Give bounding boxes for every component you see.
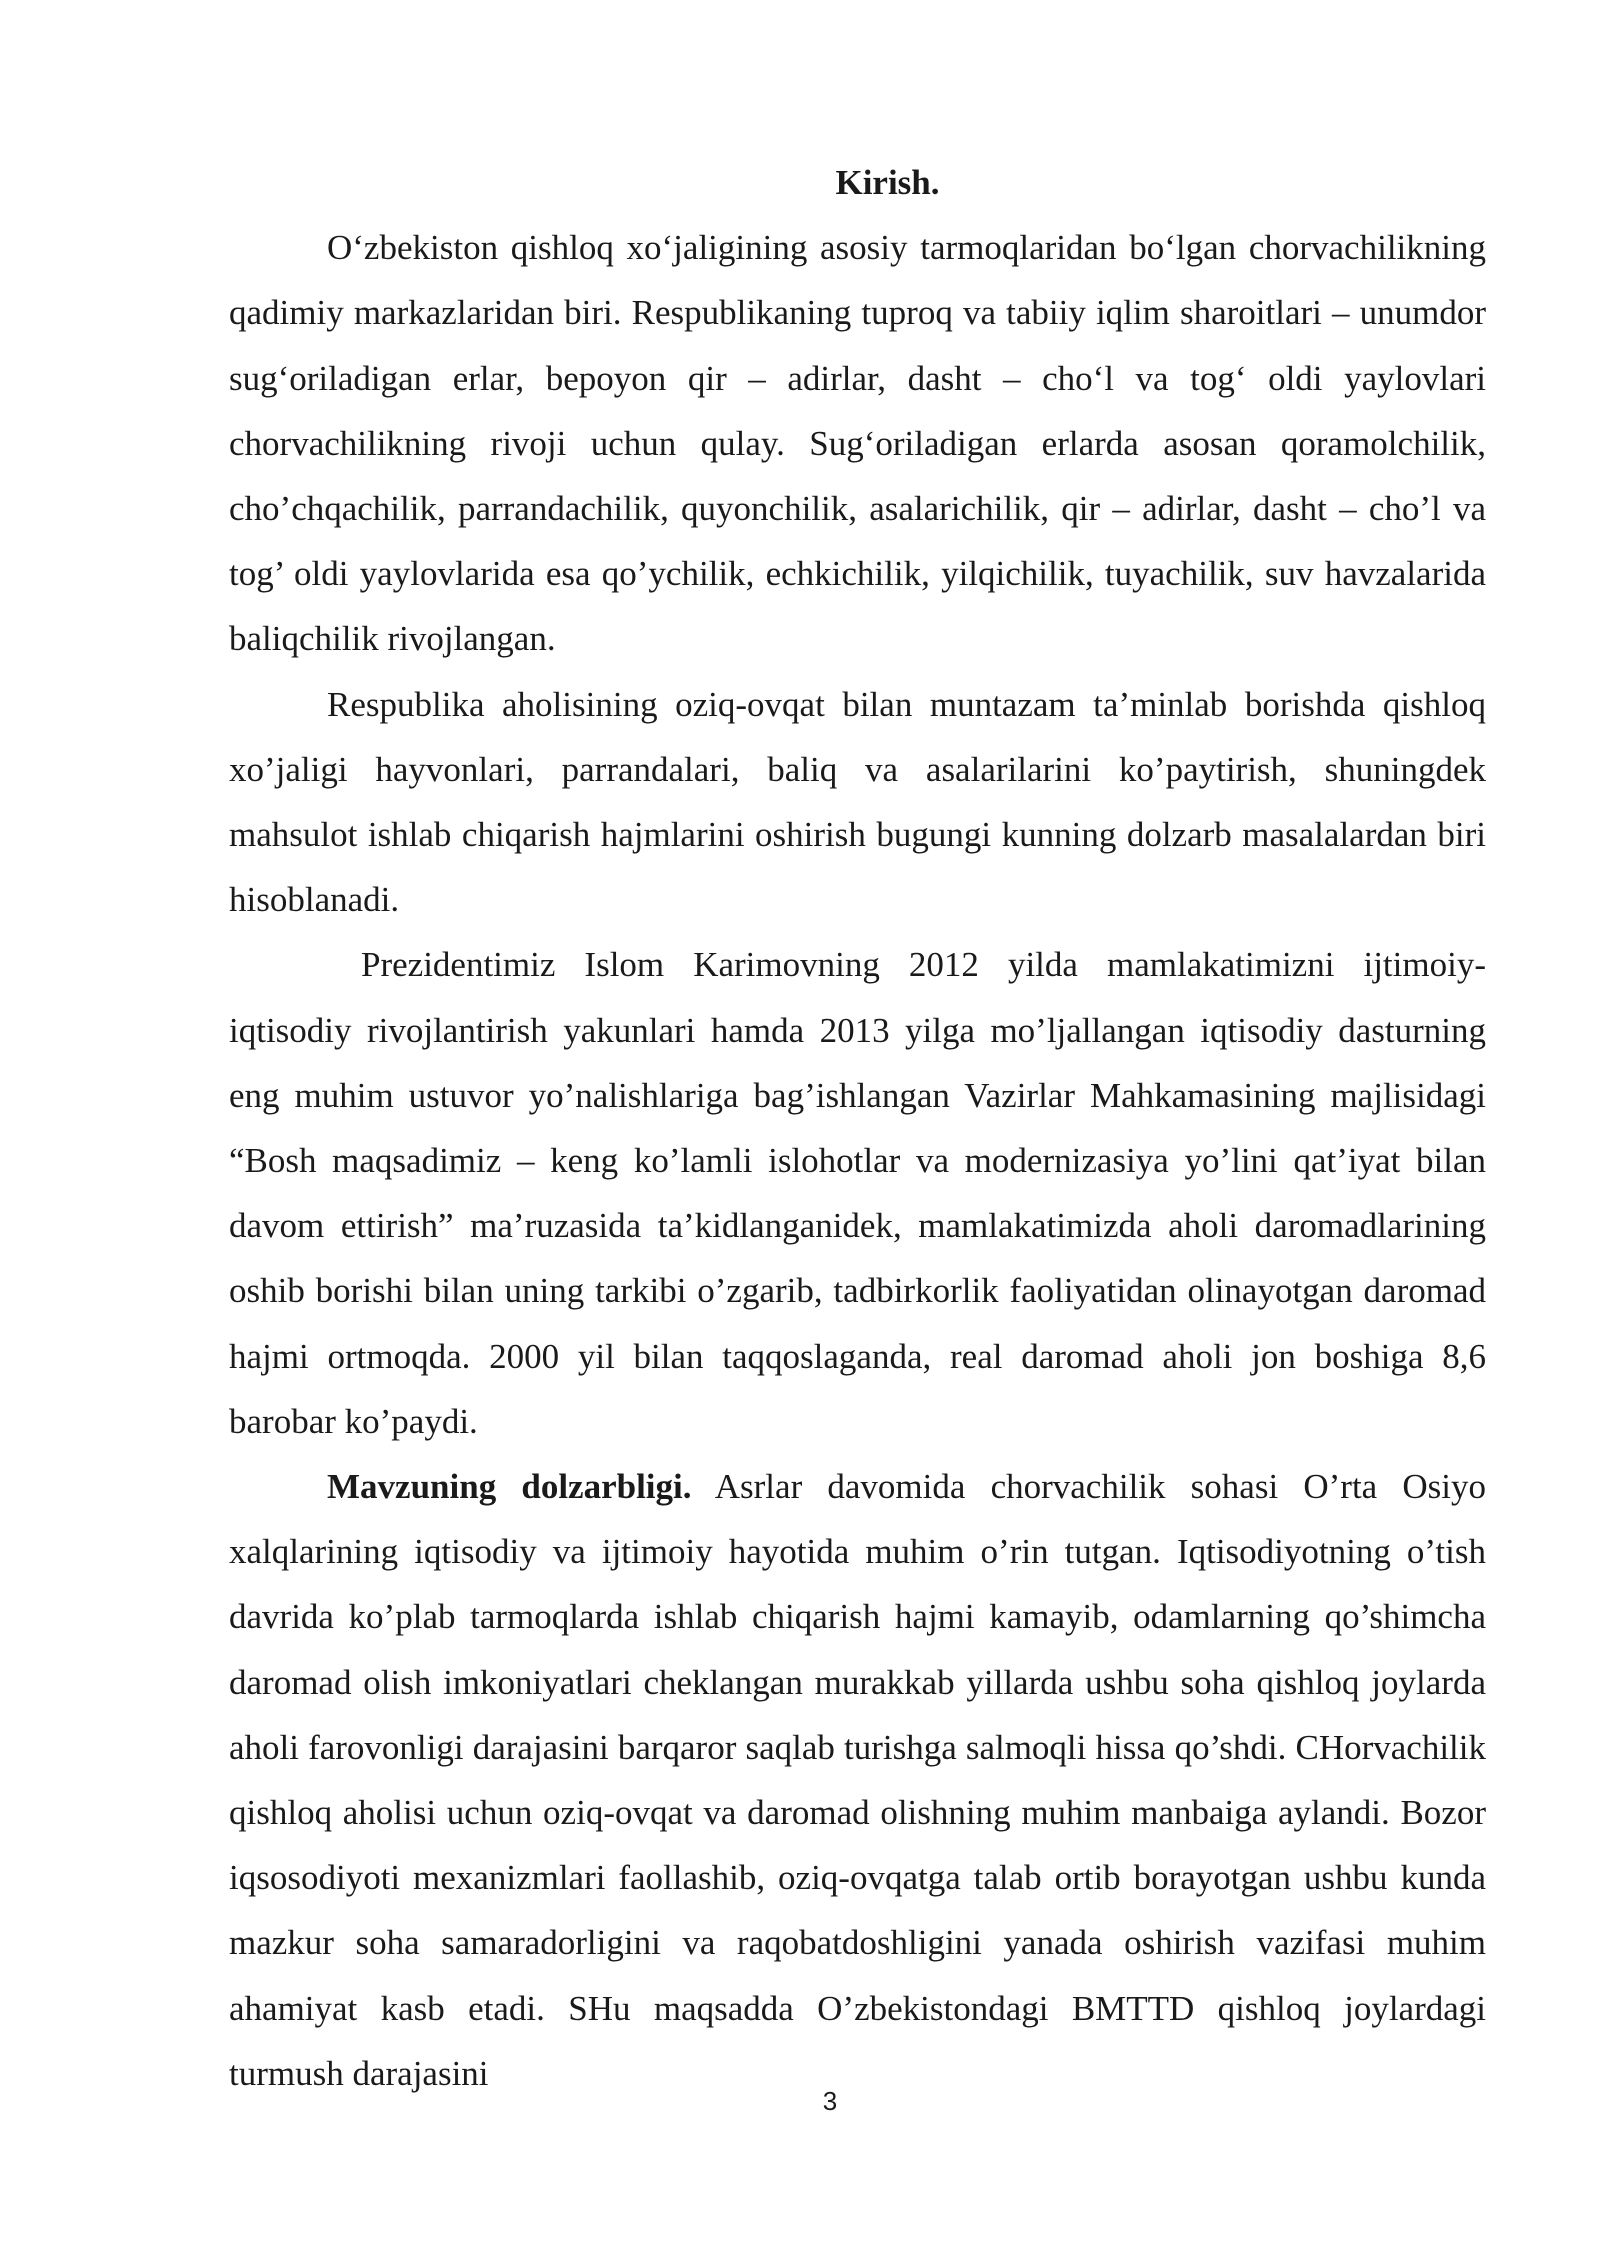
paragraph-relevance	[229, 1454, 1486, 2106]
paragraph-text: Prezidentimiz Islom Karimovning 2012 yilda mamlakatimizni ijtimoiy-iqtisodiy rivojlantirish yakunlari hamda 2013 yilga mo’ljallangan iqtisodiy dasturning eng muhim ustuvor yo’nalishlariga bag’ishlangan Vazirlar Mahkamasining majlisidagi “Bosh maqsadimiz – keng ko’lamli islohotlar va modernizasiya yo’lini qat’iyat bilan davom ettirish” ma’ruzasida ta’kidlanganidek, mamlakatimizda aholi daromadlarining oshib borishi bilan uning tarkibi o’zgarib, tadbirkorlik faoliyatidan olinayotgan daromad hajmi ortmoqda. 2000 yil bilan taqqoslaganda, real daromad aholi jon boshiga 8,6 barobar ko’paydi.	[229, 945, 1486, 1441]
section-title: Kirish.	[835, 163, 940, 202]
paragraph-intro	[229, 215, 1486, 671]
paragraph-president	[229, 932, 1486, 1454]
paragraph-food-supply	[229, 672, 1486, 933]
paragraph-lead-heading: Mavzuning dolzarbligi.	[327, 1467, 692, 1507]
paragraph-text: Respublika aholisining oziq-ovqat bilan muntazam ta’minlab borishda qishloq xo’jaligi hayvonlari, parrandalari, baliq va asalarilarini ko’paytirish, shuningdek mahsulot ishlab chiqarish hajmlarini oshirish bugungi kunning dolzarb masalalardan biri hisoblanadi.	[229, 684, 1486, 920]
document-body	[229, 150, 1486, 2106]
page-number: 3	[822, 2086, 838, 2116]
paragraph-text: Asrlar davomida chorvachilik sohasi O’rta Osiyo xalqlarining iqtisodiy va ijtimoiy hayotida muhim o’rin tutgan. Iqtisodiyotning o’tish davrida ko’plab tarmoqlarda ishlab chiqarish hajmi kamayib, odamlarning qo’shimcha daromad olish imkoniyatlari cheklangan murakkab yillarda ushbu soha qishloq joylarda aholi farovonligi darajasini barqaror saqlab turishga salmoqli hissa qo’shdi. CHorvachilik qishloq aholisi uchun oziq-ovqat va daromad olishning muhim manbaiga aylandi. Bozor iqsosodiyoti mexanizmlari faollashib, oziq-ovqatga talab ortib borayotgan ushbu kunda mazkur soha samaradorligini va raqobatdoshligini yanada oshirish vazifasi muhim ahamiyat kasb etadi. SHu maqsadda O’zbekistondagi BMTTD qishloq joylardagi turmush darajasini	[229, 1467, 1486, 2093]
paragraph-text: O‘zbekiston qishloq xo‘jaligining asosiy tarmoqlaridan bo‘lgan chorvachilikning qadimiy markazlaridan biri. Respublikaning tuproq va tabiiy iqlim sharoitlari – unumdor sug‘oriladigan erlar, bepoyon qir – adirlar, dasht – cho‘l va tog‘ oldi yaylovlari chorvachilikning rivoji uchun qulay. Sug‘oriladigan erlarda asosan qoramolchilik, cho’chqachilik, parrandachilik, quyonchilik, asalarichilik, qir – adirlar, dasht – cho’l va tog’ oldi yaylovlarida esa qo’ychilik, echkichilik, yilqichilik, tuyachilik, suv havzalarida baliqchilik rivojlangan.	[229, 228, 1486, 659]
